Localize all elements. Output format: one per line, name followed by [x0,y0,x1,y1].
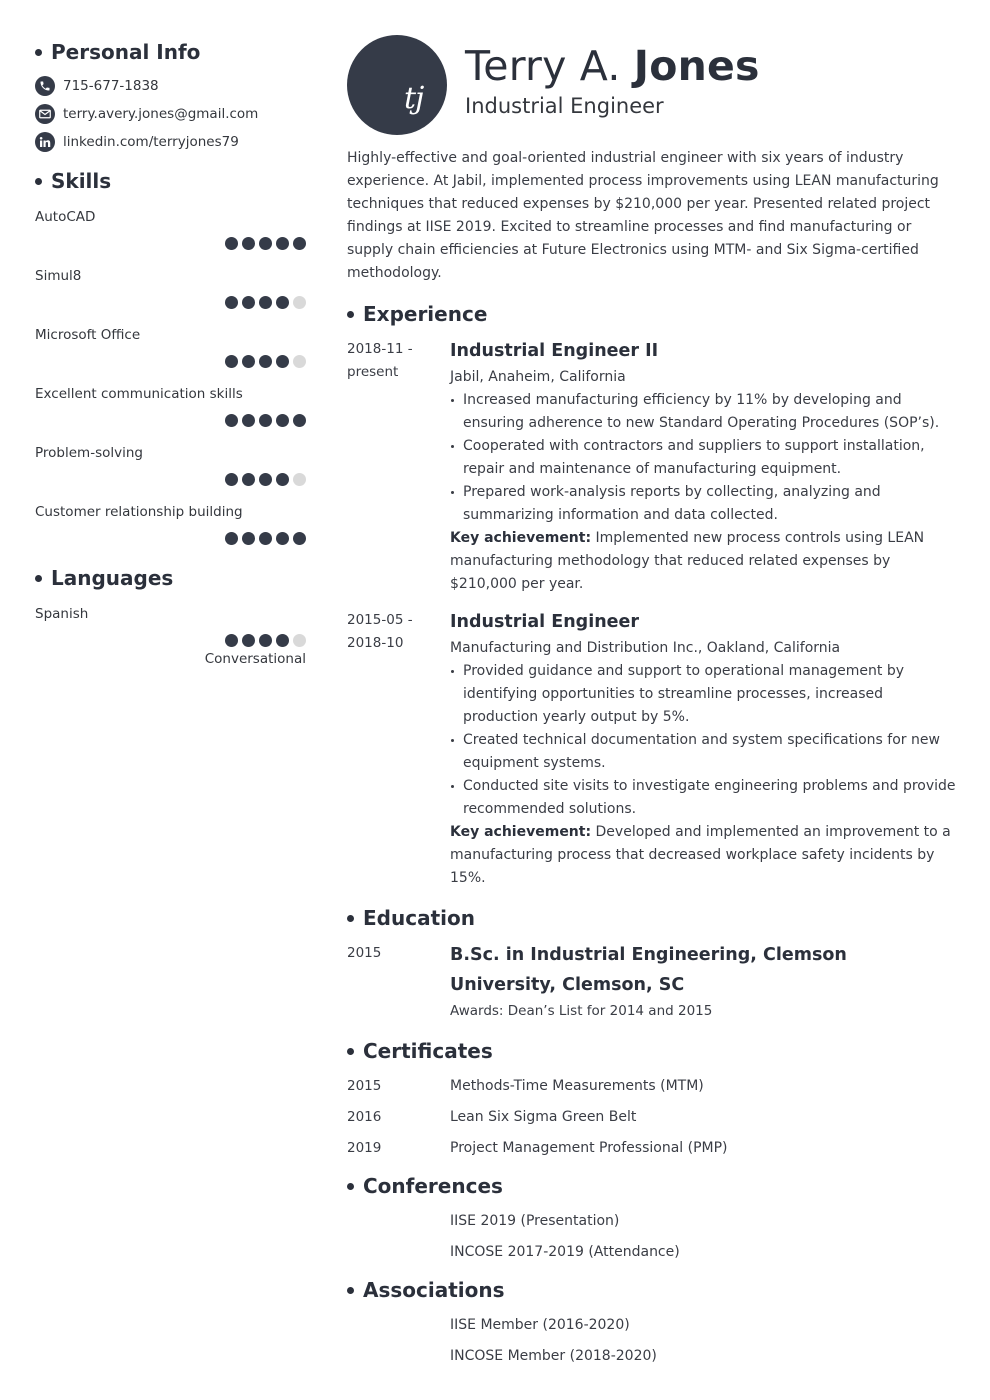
education-entry [347,940,957,1023]
rating-dot-filled-icon [259,296,272,309]
avatar-initials: tj [404,81,424,116]
skill-item [35,266,306,325]
rating-dot-filled-icon [293,237,306,250]
rating-dot-filled-icon [276,355,289,368]
skill-item [35,443,306,502]
rating-dot-filled-icon [242,414,255,427]
responsibility-item: Prepared work-analysis reports by collecting, analyzing and summarizing information and data collected. [450,481,957,527]
rating-dot-filled-icon [259,355,272,368]
skills-list [35,207,306,561]
certificates-section [347,1035,957,1164]
languages-section [35,562,306,667]
row-date: 2016 [347,1109,382,1125]
conferences-section [347,1170,957,1268]
rating-dot-filled-icon [242,634,255,647]
list-row [347,1071,957,1102]
responsibility-item: Increased manufacturing efficiency by 11% by developing and ensuring adherence to new Standard Operating Procedures (SOP’s). [450,389,957,435]
row-name: INCOSE Member (2018-2020) [450,1348,657,1364]
rating-dot-filled-icon [225,473,238,486]
rating-dot-empty-icon [293,355,306,368]
rating-dot-empty-icon [293,634,306,647]
responsibility-item: Provided guidance and support to operational management by identifying opportunities to streamline processes, increased production yearly output by 5%. [450,660,957,729]
rating-dot-empty-icon [293,296,306,309]
contact-linkedin [35,128,306,156]
awards: Awards: Dean’s List for 2014 and 2015 [450,1003,713,1019]
skill-name: Excellent communication skills [35,386,243,402]
row-name: INCOSE 2017-2019 (Attendance) [450,1244,680,1260]
rating-dot-filled-icon [276,473,289,486]
email-icon [35,104,55,124]
rating-dot-filled-icon [242,532,255,545]
key-achievement-text: Developed and implemented an improvement to a manufacturing process that decreased workplace safety incidents by 15%. [450,824,951,886]
rating-dot-filled-icon [259,237,272,250]
row-date: 2015 [347,1078,382,1094]
skill-item [35,207,306,266]
rating-dots [35,522,306,561]
list-row [347,1102,957,1133]
contact-email [35,100,306,128]
row-date [347,1341,450,1372]
key-achievement [450,821,957,890]
languages-heading: Languages [35,562,306,594]
rating-dot-filled-icon [293,532,306,545]
skills-heading: Skills [35,165,306,197]
rating-dot-filled-icon [225,296,238,309]
row-name: Lean Six Sigma Green Belt [450,1109,637,1125]
experience-section [347,298,957,890]
date-start: 2015-05 - [347,612,413,628]
languages-list [35,604,306,667]
language-name: Spanish [35,606,89,622]
education-heading: Education [347,902,957,934]
language-level: Conversational [204,651,306,667]
key-achievement-label: Key achievement: [450,530,592,546]
rating-dot-filled-icon [259,414,272,427]
skills-section [35,165,306,561]
last-name: Jones [633,42,760,90]
language-item [35,604,306,667]
responsibility-list [450,389,957,527]
skill-name: AutoCAD [35,209,96,225]
skill-item [35,325,306,384]
associations-section [347,1274,957,1372]
experience-entry [347,607,957,890]
rating-dot-filled-icon [242,296,255,309]
date-start: 2018-11 - [347,341,413,357]
rating-dots [35,345,306,384]
responsibility-list [450,660,957,821]
job-title: Industrial Engineer [450,612,640,632]
certificates-list [347,1071,957,1164]
row-date: 2019 [347,1140,382,1156]
key-achievement-label: Key achievement: [450,824,592,840]
email-text: terry.avery.jones@gmail.com [63,106,259,122]
row-name: IISE 2019 (Presentation) [450,1213,620,1229]
rating-dot-filled-icon [259,532,272,545]
education-section [347,902,957,1023]
main-content [347,35,957,1372]
list-row [347,1310,957,1341]
experience-body [450,607,957,890]
certificates-heading: Certificates [347,1035,957,1067]
rating-dot-filled-icon [259,634,272,647]
rating-dot-filled-icon [276,296,289,309]
row-date [347,1310,450,1341]
associations-heading: Associations [347,1274,957,1306]
name-block [465,39,760,121]
resume-header [347,35,957,147]
section-bullet-icon [35,575,42,582]
rating-dots [35,286,306,325]
rating-dots [35,404,306,443]
rating-dot-filled-icon [225,355,238,368]
education-date: 2015 [347,945,382,961]
rating-dot-filled-icon [293,414,306,427]
contact-phone [35,72,306,100]
sidebar [35,36,306,667]
associations-list [347,1310,957,1372]
linkedin-icon [35,132,55,152]
skill-item [35,384,306,443]
rating-dot-filled-icon [242,473,255,486]
section-bullet-icon [347,1287,354,1294]
conferences-heading: Conferences [347,1170,957,1202]
profile-summary: Highly-effective and goal-oriented industrial engineer with six years of industry experience. At Jabil, implemented process improvements using LEAN manufacturing techniques that reduced expenses by $210,000 per year. Presented related project findings at IISE 2019. Excited to streamline processes and find manufacturing or supply chain efficiencies at Future Electronics using MTM- and Six Sigma-certified methodology. [347,150,939,281]
avatar [347,35,447,135]
personal-info-section [35,36,306,156]
rating-dot-empty-icon [293,473,306,486]
section-bullet-icon [347,1183,354,1190]
rating-dot-filled-icon [276,634,289,647]
responsibility-item: Created technical documentation and system specifications for new equipment systems. [450,729,957,775]
job-role: Industrial Engineer [465,94,664,118]
row-name: IISE Member (2016-2020) [450,1317,630,1333]
rating-dot-filled-icon [276,237,289,250]
section-bullet-icon [347,915,354,922]
education-list [347,940,957,1023]
section-bullet-icon [347,1048,354,1055]
row-name: Methods-Time Measurements (MTM) [450,1078,704,1094]
list-row [347,1206,957,1237]
experience-entry [347,336,957,596]
section-bullet-icon [35,49,42,56]
rating-dot-filled-icon [276,532,289,545]
row-date [347,1237,450,1268]
skill-name: Simul8 [35,268,82,284]
experience-heading: Experience [347,298,957,330]
list-row [347,1341,957,1372]
rating-dot-filled-icon [225,237,238,250]
date-end: present [347,364,399,380]
key-achievement [450,527,957,596]
skill-name: Customer relationship building [35,504,243,520]
education-body [450,940,957,1023]
company-name: Jabil, Anaheim, California [450,369,626,385]
rating-dot-filled-icon [225,532,238,545]
skill-name: Problem-solving [35,445,143,461]
rating-dots [35,227,306,266]
row-name: Project Management Professional (PMP) [450,1140,728,1156]
experience-body [450,336,957,596]
degree: B.Sc. in Industrial Engineering, Clemson University, Clemson, SC [450,945,847,995]
rating-dot-filled-icon [259,473,272,486]
phone-text: 715-677-1838 [63,78,159,94]
full-name [465,39,760,93]
first-name: Terry A. [465,42,621,90]
job-title: Industrial Engineer II [450,341,659,361]
list-row [347,1237,957,1268]
skill-item [35,502,306,561]
date-end: 2018-10 [347,635,404,651]
rating-dot-filled-icon [276,414,289,427]
conferences-list [347,1206,957,1268]
rating-dot-filled-icon [225,414,238,427]
experience-dates [347,607,450,890]
rating-dots [35,463,306,502]
experience-list [347,336,957,890]
key-achievement-text: Implemented new process controls using LEAN manufacturing methodology that reduced related expenses by $210,000 per year. [450,530,925,592]
experience-dates [347,336,450,596]
section-bullet-icon [347,311,354,318]
personal-info-heading: Personal Info [35,36,306,68]
linkedin-text: linkedin.com/terryjones79 [63,134,239,150]
list-row [347,1133,957,1164]
rating-dot-filled-icon [225,634,238,647]
responsibility-item: Conducted site visits to investigate engineering problems and provide recommended solutions. [450,775,957,821]
row-date [347,1206,450,1237]
rating-dot-filled-icon [242,355,255,368]
company-name: Manufacturing and Distribution Inc., Oakland, California [450,640,841,656]
phone-icon [35,76,55,96]
responsibility-item: Cooperated with contractors and suppliers to support installation, repair and maintenance of manufacturing equipment. [450,435,957,481]
skill-name: Microsoft Office [35,327,141,343]
section-bullet-icon [35,178,42,185]
rating-dot-filled-icon [242,237,255,250]
